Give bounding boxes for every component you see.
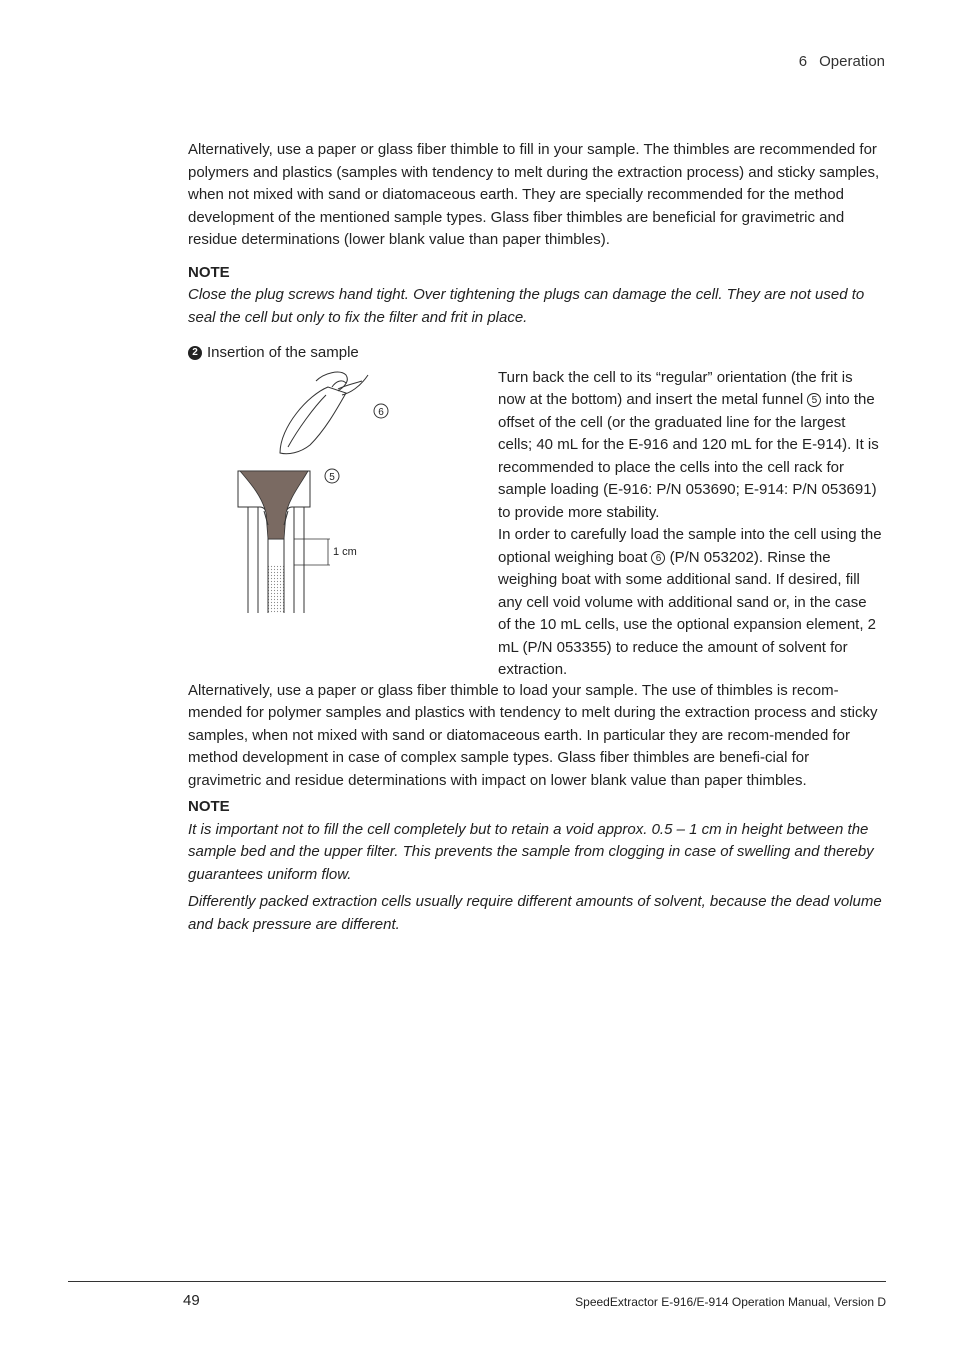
instructions-part-d: (P/N 053202). Rinse the weighing boat with some additional sand. If desired, fill any cell void volume with additional sand or, in the case of the 10 mL cells, use the optional expansion element, 2 mL (P/N 053355) to reduce the amount of solvent for extraction. (498, 548, 877, 678)
callout-funnel-number: 5 (329, 471, 335, 483)
step-title: Insertion of the sample (207, 344, 359, 361)
callout-boat (374, 404, 388, 418)
figure-row (188, 365, 882, 680)
insertion-instructions (498, 367, 883, 682)
instructions-part-b: into the offset of the cell (or the graduated line for the largest cells; 40 mL for the E-916 and 120 mL for the E-914). It is recommended to place the cells into the cell rack for sample loading (E-916: P/N 053690; E-914: P/N 053691) to provide more stability. (498, 391, 879, 521)
instructions-part-c: In order to carefully load the sample into the cell using the optional weighing boat (498, 526, 882, 566)
funnel-ref-number: 5 (807, 393, 821, 407)
sample-insertion-figure (228, 367, 418, 617)
footer-divider (68, 1281, 886, 1282)
chapter-number: 6 (798, 53, 808, 70)
callout-funnel (325, 469, 339, 483)
note-label-2: NOTE (188, 798, 230, 815)
step-number-badge: 2 (188, 346, 202, 360)
paragraph-thimble-load: Alternatively, use a paper or glass fiber thimble to load your sample. The use of thimbles is recom-mended for polymer samples and plastics with tendency to melt during the extraction process and sticky samples, when not mixed with sand or diatomaceous earth. In particular they are recom-mended for method development in case of complex sample types. Glass fiber thimbles are benefi-cial for gravimetric and residue determinations with impact on lower blank value than paper thimbles. (188, 681, 878, 789)
page-number: 49 (183, 1292, 200, 1309)
note-text-3: Differently packed extraction cells usually require different amounts of solvent, because the dead volume and back pressure are different. (188, 893, 882, 933)
step-heading (188, 342, 882, 365)
boat-ref-number: 6 (651, 551, 665, 565)
weighing-boat-illustration (280, 372, 368, 454)
paragraph-thimble-intro: Alternatively, use a paper or glass fiber thimble to fill in your sample. The thimbles are recommended for polymers and plastics (samples with tendency to melt during the extraction process) and sticky samples, when not mixed with sand or diatomaceous earth. They are specially recommended for the method development of the mentioned sample types. Glass fiber thimbles are beneficial for gravimetric and residue determinations (lower blank value than paper thimbles). (188, 141, 880, 248)
footer-title: SpeedExtractor E-916/E-914 Operation Manual, Version D (575, 1295, 886, 1309)
note-text-2: It is important not to fill the cell completely but to retain a void approx. 0.5 – 1 cm in height between the sample bed and the upper filter. This prevents the sample from clogging in case of swelling and thereby guarantees uniform flow. (188, 820, 874, 883)
chapter-title: Operation (819, 53, 885, 70)
dimension-label: 1 cm (333, 545, 357, 558)
callout-boat-number: 6 (378, 406, 384, 418)
dimension-marker (294, 539, 330, 565)
page-content (188, 139, 882, 936)
note-label: NOTE (188, 263, 230, 281)
metal-funnel-illustration (238, 471, 310, 539)
page-header (799, 53, 885, 70)
note-text: Close the plug screws hand tight. Over tightening the plugs can damage the cell. They are not used to seal the cell but only to fix the filter and frit in place. (188, 286, 865, 326)
instructions-part-a: Turn back the cell to its “regular” orientation (the frit is now at the bottom) and insert the metal funnel (498, 368, 853, 408)
